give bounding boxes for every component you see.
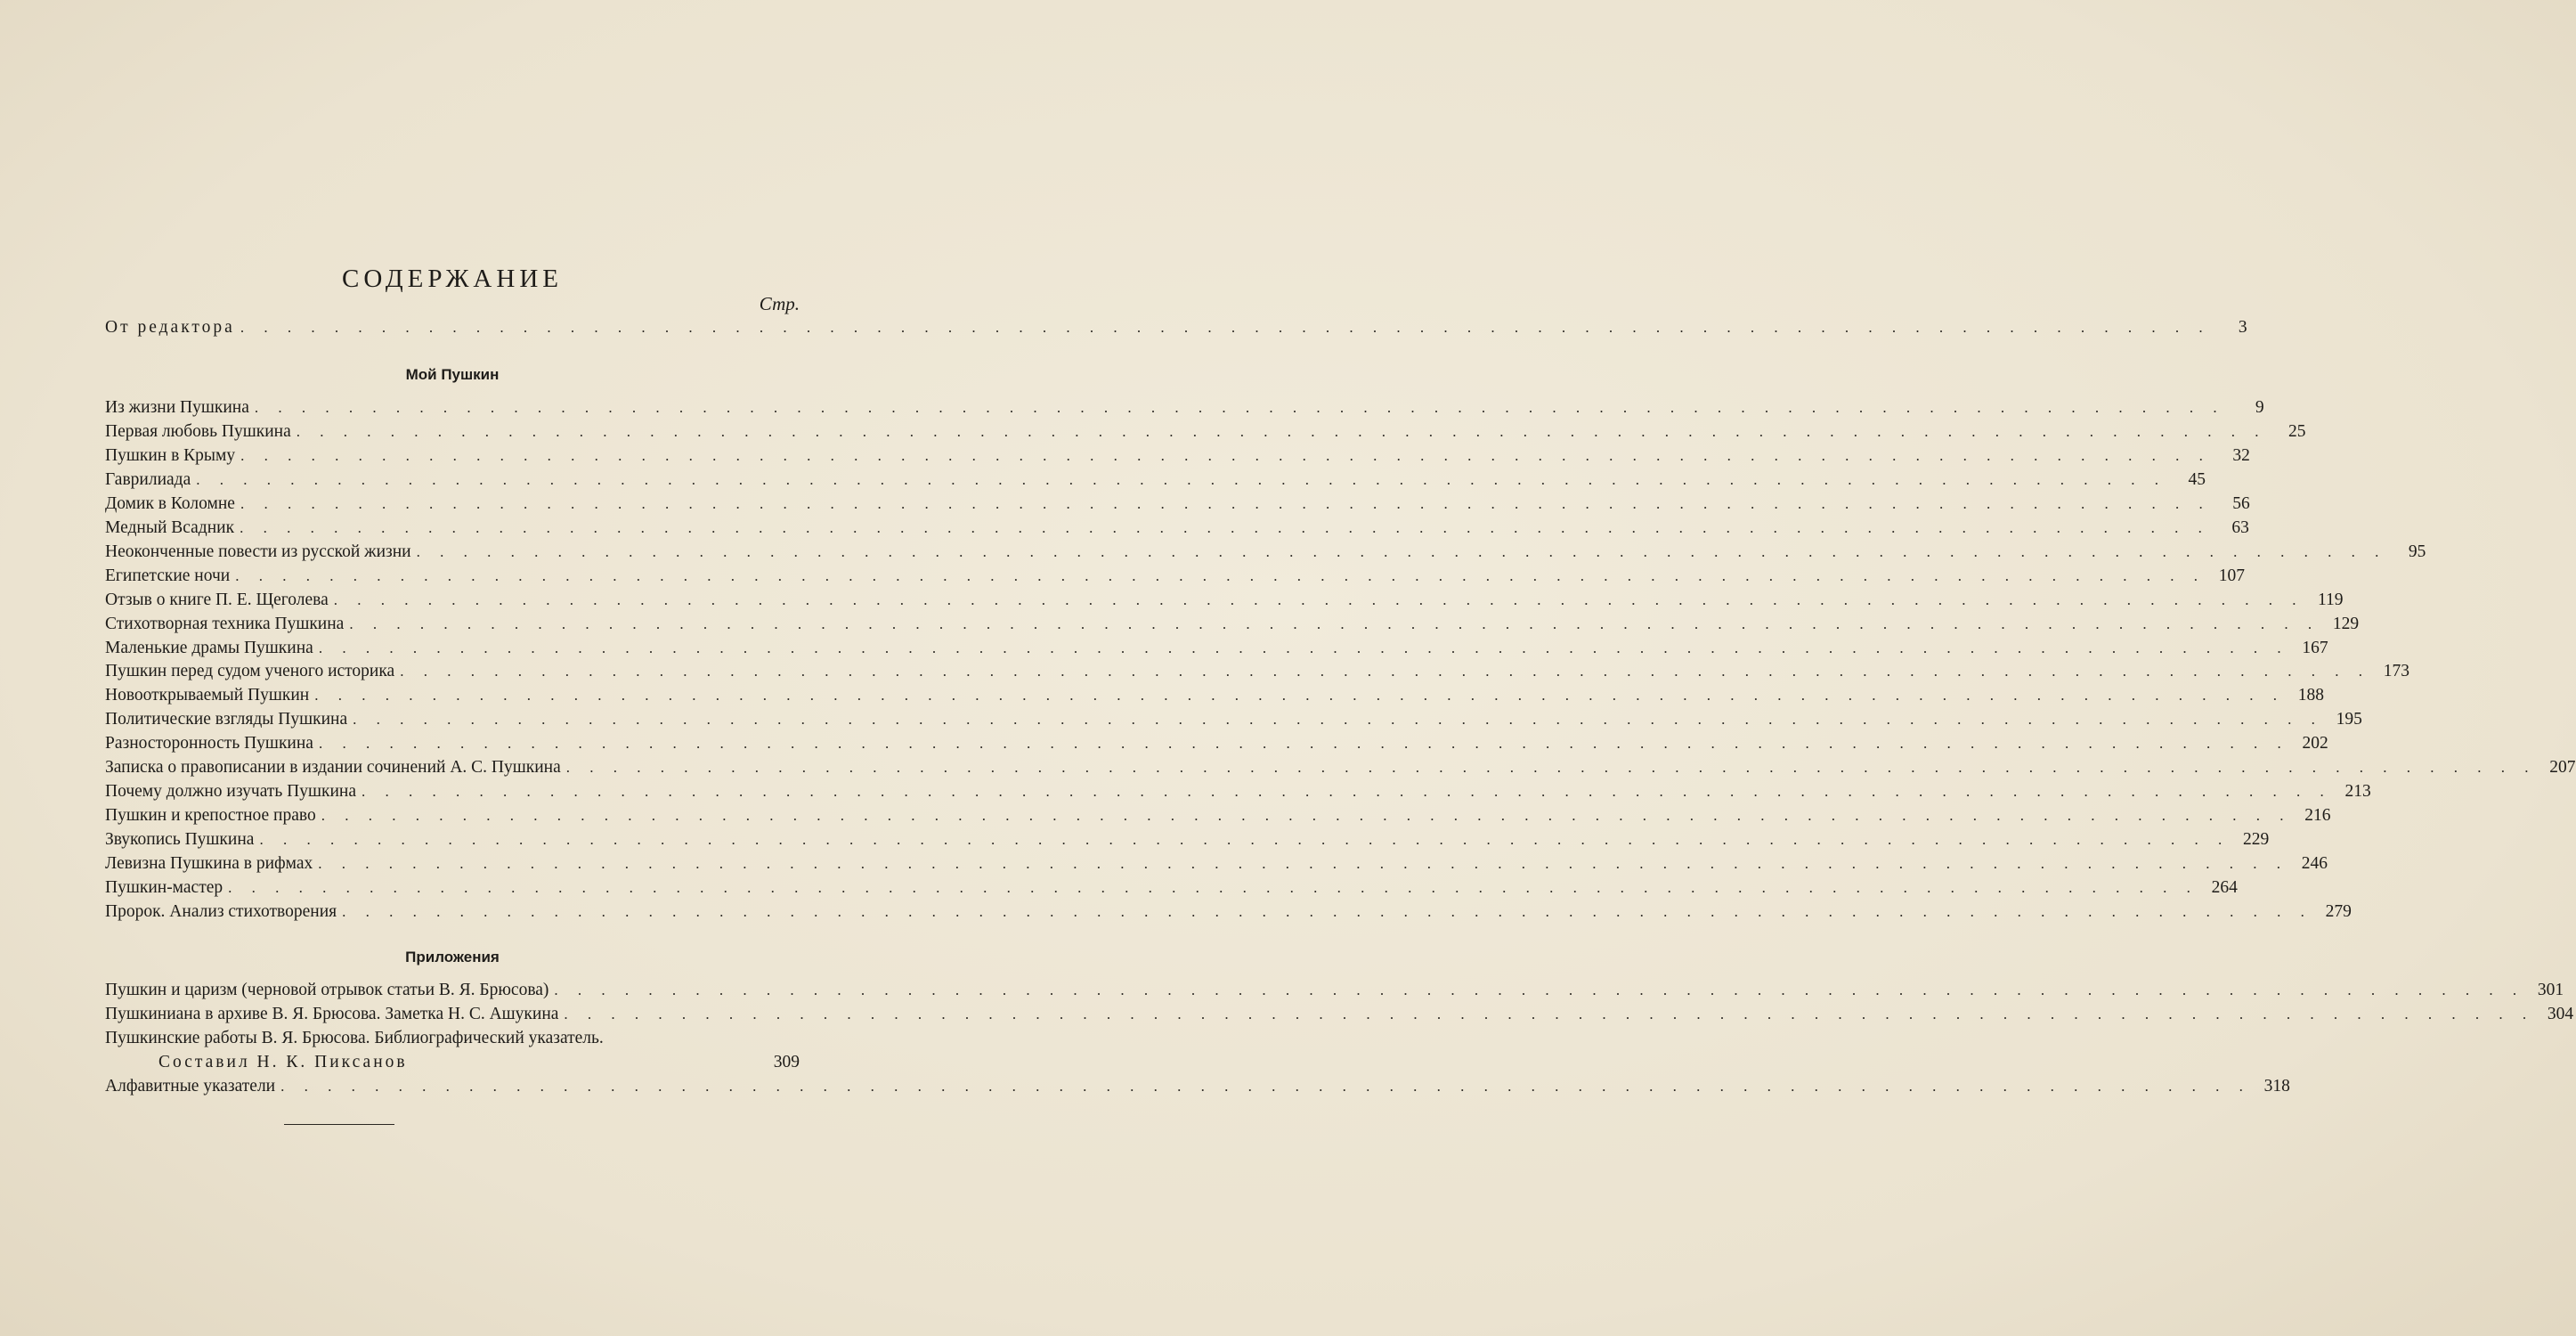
- toc-entry: [105, 854, 2328, 877]
- leader-dots: . . . . . . . . . . . . . . . . . . . . . . . . . . . . . . . . . . . . . . . . . . . . . . . . . . . . . . . . . . . . . . . . . . . . . . . . . . . . . . . . . . . .: [318, 639, 2289, 656]
- toc-entry: [105, 614, 2360, 638]
- toc-entry-title: Пушкин в Крыму: [105, 445, 236, 465]
- toc-entry-page: 279: [2325, 901, 2352, 921]
- toc-entry-title: Записка о правописании в издании сочинений А. С. Пушкина: [105, 758, 561, 778]
- leader-dots: . . . . . . . . . . . . . . . . . . . . . . . . . . . . . . . . . . . . . . . . . . . . . . . . . . . . . . . . . . . . . . . . . . . . . . . . . . . . . . . . . . . .: [240, 518, 2210, 536]
- toc-entry: [105, 1077, 2290, 1100]
- toc-entry-page: 246: [2301, 854, 2328, 874]
- section-heading-appendices: Приложения: [405, 949, 500, 965]
- closing-rule: [284, 1124, 394, 1125]
- contents-page: [105, 0, 2576, 1336]
- toc-entry-page: 56: [2232, 493, 2250, 513]
- toc-entry-title: Стихотворная техника Пушкина: [105, 614, 345, 633]
- toc-entry-title: Новооткрываемый Пушкин: [105, 686, 310, 705]
- page-column-label: Стр.: [759, 293, 800, 314]
- leader-dots: . . . . . . . . . . . . . . . . . . . . . . . . . . . . . . . . . . . . . . . . . . . . . . . . . . . . . . . . . . . . . . . . . . . . . . . . . . . . . . . . . . . .: [228, 879, 2198, 896]
- toc-entry: [105, 734, 2328, 757]
- toc-entry: [105, 806, 2331, 829]
- toc-entry-title: Пророк. Анализ стихотворения: [105, 901, 337, 921]
- toc-entry-title: Египетские ночи: [105, 566, 231, 585]
- toc-entry-page: 9: [2255, 398, 2264, 417]
- toc-entry: [105, 782, 2371, 805]
- toc-entry: [105, 566, 2245, 590]
- toc-entry-page: 216: [2304, 806, 2331, 826]
- toc-entry-page: 95: [2408, 542, 2426, 561]
- leader-dots: . . . . . . . . . . . . . . . . . . . . . . . . . . . . . . . . . . . . . . . . . . . . . . . . . . . . . . . . . . . . . . . . . . . . . . . . . . . . . . . . . . . .: [342, 902, 2312, 920]
- toc-entry: [105, 445, 2250, 469]
- leader-dots: . . . . . . . . . . . . . . . . . . . . . . . . . . . . . . . . . . . . . . . . . . . . . . . . . . . . . . . . . . . . . . . . . . . . . . . . . . . . . . . . . . . .: [349, 615, 2320, 632]
- leader-dots: . . . . . . . . . . . . . . . . . . . . . . . . . . . . . . . . . . . . . . . . . . . . . . . . . . . . . . . . . . . . . . . . . . . . . . . . . . . . . . . . . . . .: [321, 807, 2292, 825]
- toc-entry: [105, 981, 2564, 1004]
- toc-entry: [105, 878, 2238, 901]
- toc-entry: [105, 493, 2250, 517]
- toc-entry-title: Пушкин и царизм (черновой отрывок статьи В. Я. Брюсова): [105, 981, 549, 999]
- toc-entry: [105, 758, 2576, 781]
- leader-dots: . . . . . . . . . . . . . . . . . . . . . . . . . . . . . . . . . . . . . . . . . . . . . . . . . . . . . . . . . . . . . . . . . . . . . . . . . . . . . . . . . . . .: [362, 783, 2332, 801]
- leader-dots: . . . . . . . . . . . . . . . . . . . . . . . . . . . . . . . . . . . . . . . . . . . . . . . . . . . . . . . . . . . . . . . . . . . . . . . . . . . . . . . . . . . .: [554, 982, 2525, 998]
- toc-entry-title: Левизна Пушкина в рифмах: [105, 854, 313, 874]
- toc-entry-page: 304: [2547, 1005, 2574, 1023]
- toc-entry-page: 119: [2318, 590, 2344, 609]
- toc-entry-page: 202: [2302, 734, 2328, 754]
- leader-dots: . . . . . . . . . . . . . . . . . . . . . . . . . . . . . . . . . . . . . . . . . . . . . . . . . . . . . . . . . . . . . . . . . . . . . . . . . . . . . . . . . . . .: [400, 663, 2370, 680]
- toc-entry-title: Пушкин и крепостное право: [105, 806, 316, 826]
- toc-entry-title: Пушкиниана в архиве В. Я. Брюсова. Заметка Н. С. Ашукина: [105, 1005, 559, 1023]
- toc-entry-title: Разносторонность Пушкина: [105, 734, 313, 754]
- toc-entry: [105, 398, 2264, 421]
- toc-entry-title: Пушкин перед судом ученого историка: [105, 662, 395, 681]
- toc-entry-title: Домик в Коломне: [105, 493, 235, 513]
- toc-entry: [105, 901, 2352, 925]
- section-heading-my-pushkin: Мой Пушкин: [405, 366, 500, 383]
- leader-dots: . . . . . . . . . . . . . . . . . . . . . . . . . . . . . . . . . . . . . . . . . . . . . . . . . . . . . . . . . . . . . . . . . . . . . . . . . . . . . . . . . . . .: [240, 319, 2211, 336]
- toc-entry-page: 32: [2232, 445, 2250, 465]
- toc-entry-title: Гаврилиада: [105, 469, 191, 489]
- toc-entry-page: 188: [2297, 686, 2324, 705]
- toc-entry-title-continuation: Составил Н. К. Пиксанов: [158, 1053, 408, 1071]
- toc-entry: [158, 1053, 800, 1076]
- toc-entry-page: 107: [2218, 566, 2245, 585]
- toc-entry: [105, 1005, 2574, 1028]
- leader-dots: . . . . . . . . . . . . . . . . . . . . . . . . . . . . . . . . . . . . . . . . . . . . . . . . . . . . . . . . . . . . . . . . . . . . . . . . . . . . . . . . . . . .: [416, 542, 2387, 560]
- toc-entry-page: 3: [2238, 318, 2250, 337]
- toc-entry: [105, 469, 2206, 493]
- toc-entry-page: 229: [2242, 830, 2270, 850]
- leader-dots: . . . . . . . . . . . . . . . . . . . . . . . . . . . . . . . . . . . . . . . . . . . . . . . . . . . . . . . . . . . . . . . . . . . . . . . . . . . . . . . . . . . .: [564, 1006, 2535, 1022]
- toc-entry-page: 167: [2302, 638, 2328, 657]
- toc-entry-intro: [105, 318, 2250, 341]
- toc-entry-page: 301: [2537, 981, 2564, 999]
- toc-entry: [105, 542, 2426, 566]
- toc-entry: [105, 830, 2270, 853]
- toc-entry-page: 173: [2383, 662, 2409, 681]
- toc-entry-page: 318: [2263, 1077, 2290, 1096]
- toc-entry-title: Пушкин-мастер: [105, 878, 223, 897]
- leader-dots: . . . . . . . . . . . . . . . . . . . . . . . . . . . . . . . . . . . . . . . . . . . . . . . . . . . . . . . . . . . . . . . . . . . . . . . . . . . . . . . . . . . .: [240, 494, 2211, 512]
- toc-entry-page: 195: [2336, 710, 2362, 729]
- toc-entry: [105, 638, 2328, 662]
- toc-entry-title: Почему должно изучать Пушкина: [105, 782, 357, 802]
- toc-entry-title: Маленькие драмы Пушкина: [105, 638, 313, 657]
- toc-entry-page: 264: [2211, 878, 2238, 897]
- toc-entry-title-first-line: Пушкинские работы В. Я. Брюсова. Библиографический указатель.: [105, 1029, 604, 1047]
- toc-entry: [105, 662, 2409, 685]
- toc-entry-title: От редактора: [105, 318, 235, 337]
- toc-entry-page: 25: [2288, 421, 2306, 441]
- toc-entry: [105, 686, 2324, 709]
- toc-entry: [105, 590, 2344, 614]
- leader-dots: . . . . . . . . . . . . . . . . . . . . . . . . . . . . . . . . . . . . . . . . . . . . . . . . . . . . . . . . . . . . . . . . . . . . . . . . . . . . . . . . . . . .: [296, 422, 2267, 440]
- toc-entry-page: 63: [2231, 517, 2249, 537]
- leader-dots: . . . . . . . . . . . . . . . . . . . . . . . . . . . . . . . . . . . . . . . . . . . . . . . . . . . . . . . . . . . . . . . . . . . . . . . . . . . . . . . . . . . .: [240, 446, 2211, 464]
- leader-dots: . . . . . . . . . . . . . . . . . . . . . . . . . . . . . . . . . . . . . . . . . . . . . . . . . . . . . . . . . . . . . . . . . . . . . . . . . . . . . . . . . . . .: [318, 855, 2289, 873]
- toc-entry-title: Неоконченные повести из русской жизни: [105, 542, 411, 561]
- toc-entry-title: Медный Всадник: [105, 517, 235, 537]
- toc-entry-page: 45: [2188, 469, 2206, 489]
- toc-entry-title: Звукопись Пушкина: [105, 830, 255, 850]
- leader-dots: . . . . . . . . . . . . . . . . . . . . . . . . . . . . . . . . . . . . . . . . . . . . . . . . . . . . . . . . . . . . . . . . . . . . . . . . . . . . . . . . . . . .: [333, 591, 2304, 608]
- toc-entry: [105, 710, 2362, 733]
- toc-entry-page: 129: [2332, 614, 2360, 633]
- toc-entry-title: Первая любовь Пушкина: [105, 421, 291, 441]
- leader-dots: . . . . . . . . . . . . . . . . . . . . . . . . . . . . . . . . . . . . . . . . . . . . . . . . . . . . . . . . . . . . . . . . . . . . . . . . . . . . . . . . . . . .: [565, 759, 2537, 777]
- leader-dots: . . . . . . . . . . . . . . . . . . . . . . . . . . . . . . . . . . . . . . . . . . . . . . . . . . . . . . . . . . . . . . . . . . . . . . . . . . . . . . . . . . . .: [280, 1078, 2251, 1095]
- toc-entry-title: Отзыв о книге П. Е. Щеголева: [105, 590, 329, 609]
- leader-dots: . . . . . . . . . . . . . . . . . . . . . . . . . . . . . . . . . . . . . . . . . . . . . . . . . . . . . . . . . . . . . . . . . . . . . . . . . . . . . . . . . . . .: [196, 470, 2166, 488]
- toc-entry-title: Алфавитные указатели: [105, 1077, 276, 1096]
- leader-dots: . . . . . . . . . . . . . . . . . . . . . . . . . . . . . . . . . . . . . . . . . . . . . . . . . . . . . . . . . . . . . . . . . . . . . . . . . . . . . . . . . . . .: [259, 831, 2231, 849]
- toc-entry-page: 207: [2549, 758, 2576, 778]
- toc-entry: [105, 517, 2249, 542]
- leader-dots: . . . . . . . . . . . . . . . . . . . . . . . . . . . . . . . . . . . . . . . . . . . . . . . . . . . . . . . . . . . . . . . . . . . . . . . . . . . . . . . . . . . .: [353, 711, 2323, 729]
- toc-entry: [105, 421, 2306, 445]
- page-title: СОДЕРЖАНИЕ: [342, 265, 563, 293]
- toc-entry-page: 309: [773, 1053, 800, 1071]
- leader-dots: . . . . . . . . . . . . . . . . . . . . . . . . . . . . . . . . . . . . . . . . . . . . . . . . . . . . . . . . . . . . . . . . . . . . . . . . . . . . . . . . . . . .: [235, 566, 2206, 584]
- toc-entry-title: Из жизни Пушкина: [105, 398, 249, 417]
- toc-entry-page: 213: [2344, 782, 2371, 802]
- leader-dots: . . . . . . . . . . . . . . . . . . . . . . . . . . . . . . . . . . . . . . . . . . . . . . . . . . . . . . . . . . . . . . . . . . . . . . . . . . . . . . . . . . . .: [314, 687, 2285, 705]
- leader-dots: . . . . . . . . . . . . . . . . . . . . . . . . . . . . . . . . . . . . . . . . . . . . . . . . . . . . . . . . . . . . . . . . . . . . . . . . . . . . . . . . . . . .: [254, 399, 2225, 416]
- toc-entry-title: Политические взгляды Пушкина: [105, 710, 348, 729]
- leader-dots: . . . . . . . . . . . . . . . . . . . . . . . . . . . . . . . . . . . . . . . . . . . . . . . . . . . . . . . . . . . . . . . . . . . . . . . . . . . . . . . . . . . .: [318, 735, 2289, 753]
